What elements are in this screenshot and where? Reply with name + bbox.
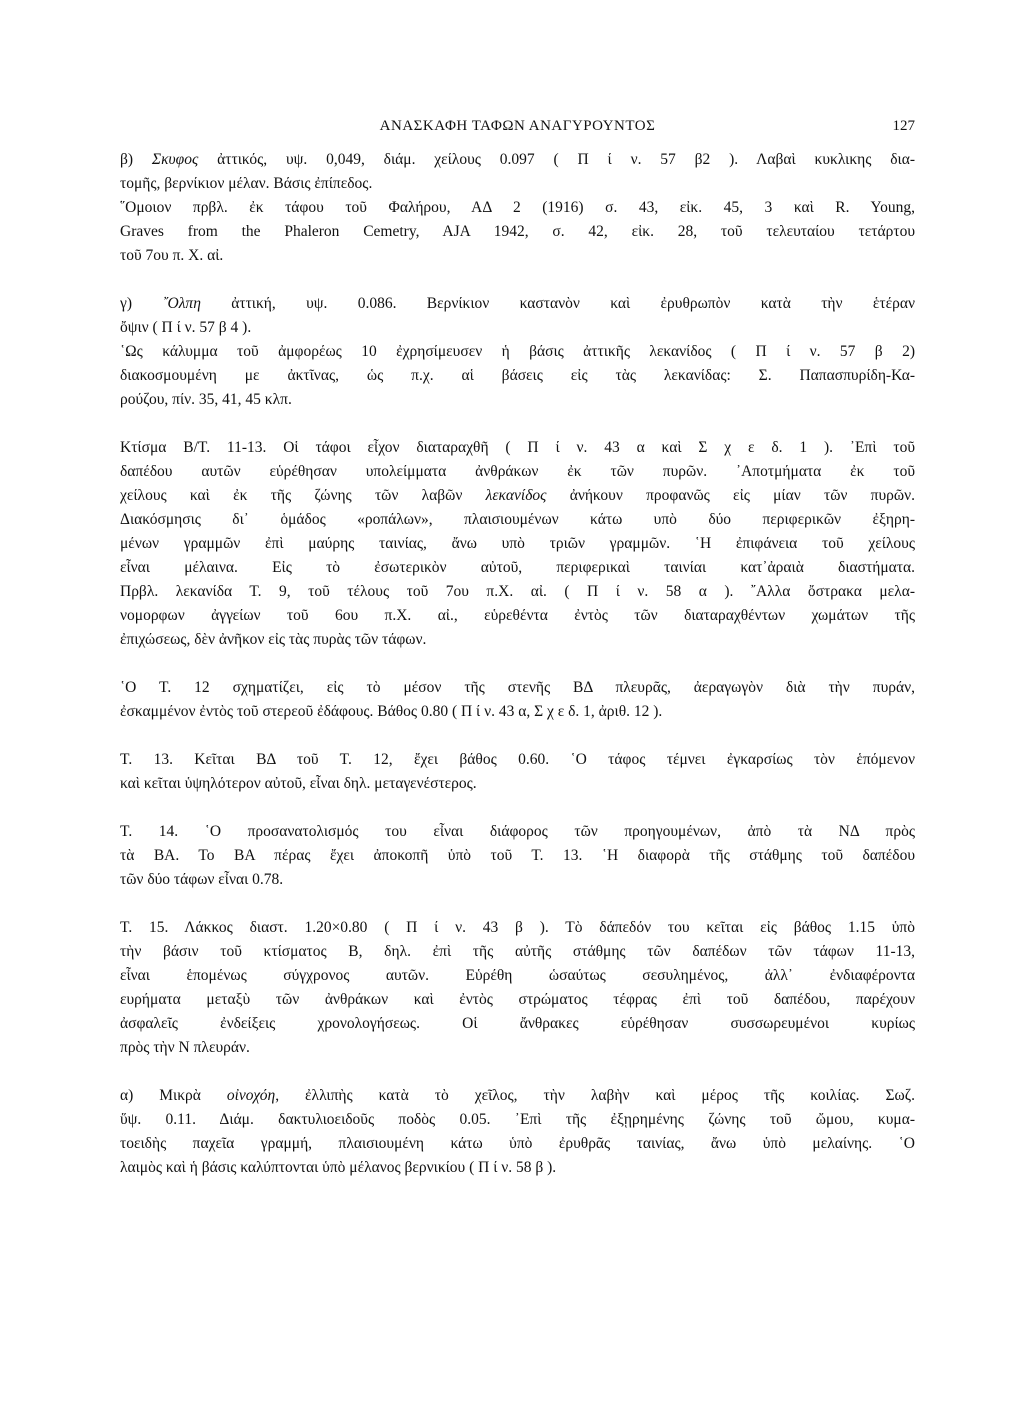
text-line: ῾Ως κάλυμμα τοῦ ἀμφορέως 10 ἐχρησίμευσεν ἡ βάσις ἀττικῆς λεκανίδος ( Π ί ν. 57 β 2) bbox=[120, 343, 915, 360]
text-line: Διακόσμησις δι᾿ ὁμάδος «ροπάλων», πλαισιουμένων κάτω υπὸ δύο περιφερικῶν ἐξηρη- bbox=[120, 511, 915, 528]
italic-term: Σκυφος bbox=[151, 151, 199, 168]
text-line: καὶ κεῖται ὑψηλότερον αὐτοῦ, εἶναι δηλ. μεταγενέστερος. bbox=[120, 775, 477, 792]
text-line: διακοσμουμένη με ἀκτῖνας, ὡς π.χ. αἱ βάσεις εἰς τὰς λεκανίδας: Σ. Παπασπυρίδη-Κα- bbox=[120, 367, 915, 384]
paragraph-oinochoe bbox=[120, 1084, 915, 1180]
text-line: πρὸς τὴν Ν πλευράν. bbox=[120, 1039, 250, 1056]
running-title: ΑΝΑΣΚΑΦΗ ΤΑΦΩΝ ΑΝΑΓΥΡΟΥΝΤΟΣ bbox=[379, 118, 656, 134]
text-line: Κτίσμα Β/Τ. 11-13. Οἱ τάφοι εἶχον διαταραχθῆ ( Π ί ν. 43 α καὶ Σ χ ε δ. 1 ). ᾿Επὶ τοῦ bbox=[120, 439, 915, 456]
text-line: νομορφων ἀγγείων τοῦ 6ου π.Χ. αἰ., εὑρεθέντα ἐντὸς τῶν διαταραχθέντων χωμάτων τῆς bbox=[120, 607, 915, 624]
text-line: γ) ῎Ολπη ἀττική, υψ. 0.086. Βερνίκιον καστανὸν καὶ ἐρυθρωπὸν κατὰ τὴν ἑτέραν bbox=[120, 295, 915, 312]
italic-term: λεκανίδος bbox=[485, 487, 547, 504]
text-line: ευρήματα μεταξὺ τῶν ἀνθράκων καὶ ἐντὸς στρώματος τέφρας ἐπὶ τοῦ δαπέδου, παρέχουν bbox=[120, 991, 915, 1008]
italic-term: ῎Ολπη bbox=[162, 295, 201, 312]
text-line: τῶν δύο τάφων εἶναι 0.78. bbox=[120, 871, 284, 888]
text-line: ῞Ομοιον πρβλ. ἐκ τάφου τοῦ Φαλήρου, ΑΔ 2 (1916) σ. 43, εἰκ. 45, 3 καὶ R. Young, bbox=[120, 199, 915, 216]
text-line: τὴν βάσιν τοῦ κτίσματος Β, δηλ. ἐπὶ τῆς αὐτῆς στάθμης τῶν δαπέδων τῶν τάφων 11-13, bbox=[120, 943, 915, 960]
italic-term: οἰνοχόη bbox=[226, 1087, 276, 1104]
text-body bbox=[120, 148, 915, 1180]
text-line: Τ. 13. Κεῖται ΒΔ τοῦ Τ. 12, ἔχει βάθος 0.60. ῾Ο τάφος τέμνει ἐγκαρσίως τὸν ἑπόμενον bbox=[120, 751, 915, 768]
text-line: εἶναι ἑπομένως σύγχρονος αυτῶν. Εὑρέθη ὡσαύτως σεσυλημένος, ἀλλ᾿ ἐνδιαφέροντα bbox=[120, 967, 915, 984]
text-line: ἐπιχώσεως, δὲν ἀνῆκον εἰς τὰς πυρὰς τῶν τάφων. bbox=[120, 631, 427, 648]
text-line: Τ. 14. ῾Ο προσανατολισμός του εἶναι διάφορος τῶν προηγουμένων, ἀπὸ τὰ ΝΔ πρὸς bbox=[120, 823, 915, 840]
text-line: λαιμὸς καὶ ἡ βάσις καλύπτονται ὑπὸ μέλανος βερνικίου ( Π ί ν. 58 β ). bbox=[120, 1159, 557, 1176]
text-line: τὰ ΒΑ. Το ΒΑ πέρας ἔχει ἀποκοπῆ ὑπὸ τοῦ Τ. 13. ῾Η διαφορὰ τῆς στάθμης τοῦ δαπέδου bbox=[120, 847, 915, 864]
paragraph-tomb-14 bbox=[120, 820, 915, 892]
text-line: χείλους καὶ ἐκ τῆς ζώνης τῶν λαβῶν λεκανίδος ἀνήκουν προφανῶς εἰς μίαν τῶν πυρῶν. bbox=[120, 487, 915, 504]
text-line: Graves from the Phaleron Cemetry, AJA 1942, σ. 42, εἰκ. 28, τοῦ τελευταίου τετάρτου bbox=[120, 223, 915, 240]
text-line: ῾Ο Τ. 12 σχηματίζει, εἰς τὸ μέσον τῆς στενῆς ΒΔ πλευρᾶς, ἀεραγωγὸν διὰ τὴν πυράν, bbox=[120, 679, 915, 696]
text-line: ἀσφαλεῖς ἐνδείξεις χρονολογήσεως. Οἱ ἄνθρακες εὑρέθησαν συσσωρευμένοι κυρίως bbox=[120, 1015, 915, 1032]
text-line: μένων γραμμῶν ἐπὶ μαύρης ταινίας, ἄνω υπὸ τριῶν γραμμῶν. ῾Η ἐπιφάνεια τοῦ χείλους bbox=[120, 535, 915, 552]
text-line: τοῦ 7ου π. Χ. αἰ. bbox=[120, 247, 224, 264]
text-line: δαπέδου αυτῶν εὑρέθησαν υπολείμματα ἀνθράκων ἐκ τῶν πυρῶν. ᾿Αποτμήματα ἐκ τοῦ bbox=[120, 463, 915, 480]
text-line: α) Μικρὰ οἰνοχόη, ἐλλιπὴς κατὰ τὸ χεῖλος, τὴν λαβὴν καὶ μέρος τῆς κοιλίας. Σωζ. bbox=[120, 1087, 915, 1104]
text-line: τοειδὴς παχεῖα γραμμή, πλαισιουμένη κάτω ὑπὸ ἐρυθρᾶς ταινίας, ἄνω ὑπὸ μελαίνης. ῾Ο bbox=[120, 1135, 915, 1152]
page-number: 127 bbox=[892, 118, 915, 134]
page-header bbox=[120, 118, 915, 142]
paragraph-tomb-15 bbox=[120, 916, 915, 1060]
text-line: εἶναι μέλαινα. Εἰς τὸ ἐσωτερικὸν αὐτοῦ, περιφερικαὶ ταινίαι κατ᾿ἀραιὰ διαστήματα. bbox=[120, 559, 915, 576]
paragraph-tomb-13 bbox=[120, 748, 915, 796]
text-line: ρούζου, πίν. 35, 41, 45 κλπ. bbox=[120, 391, 292, 408]
text-line: ἐσκαμμένον ἐντὸς τοῦ στερεοῦ ἐδάφους. Βάθος 0.80 ( Π ί ν. 43 α, Σ χ ε δ. 1, ἀριθ. 12 ). bbox=[120, 703, 663, 720]
text-line: τομῆς, βερνίκιον μέλαν. Βάσις ἐπίπεδος. bbox=[120, 175, 373, 192]
text-line: Τ. 15. Λάκκος διαστ. 1.20×0.80 ( Π ί ν. 43 β ). Τὸ δάπεδόν του κεῖται εἰς βάθος 1.15 ὑπὸ bbox=[120, 919, 915, 936]
text-line: ὄψιν ( Π ί ν. 57 β 4 ). bbox=[120, 319, 252, 336]
text-line: β) Σκυφος ἀττικός, υψ. 0,049, διάμ. χείλους 0.097 ( Π ί ν. 57 β2 ). Λαβαὶ κυκλικης δια- bbox=[120, 151, 915, 168]
paragraph-tomb-12 bbox=[120, 676, 915, 724]
paragraph-skyphos bbox=[120, 148, 915, 268]
text-line: ὕψ. 0.11. Διάμ. δακτυλιοειδοῦς ποδὸς 0.05. ᾿Επὶ τῆς ἐξῃρημένης ζώνης τοῦ ὤμου, κυμα- bbox=[120, 1111, 915, 1128]
paragraph-building-b bbox=[120, 436, 915, 652]
paragraph-olpe bbox=[120, 292, 915, 412]
text-line: Πρβλ. λεκανίδα Τ. 9, τοῦ τέλους τοῦ 7ου π.Χ. αἰ. ( Π ί ν. 58 α ). ῎Αλλα ὄστρακα μελα- bbox=[120, 583, 915, 600]
